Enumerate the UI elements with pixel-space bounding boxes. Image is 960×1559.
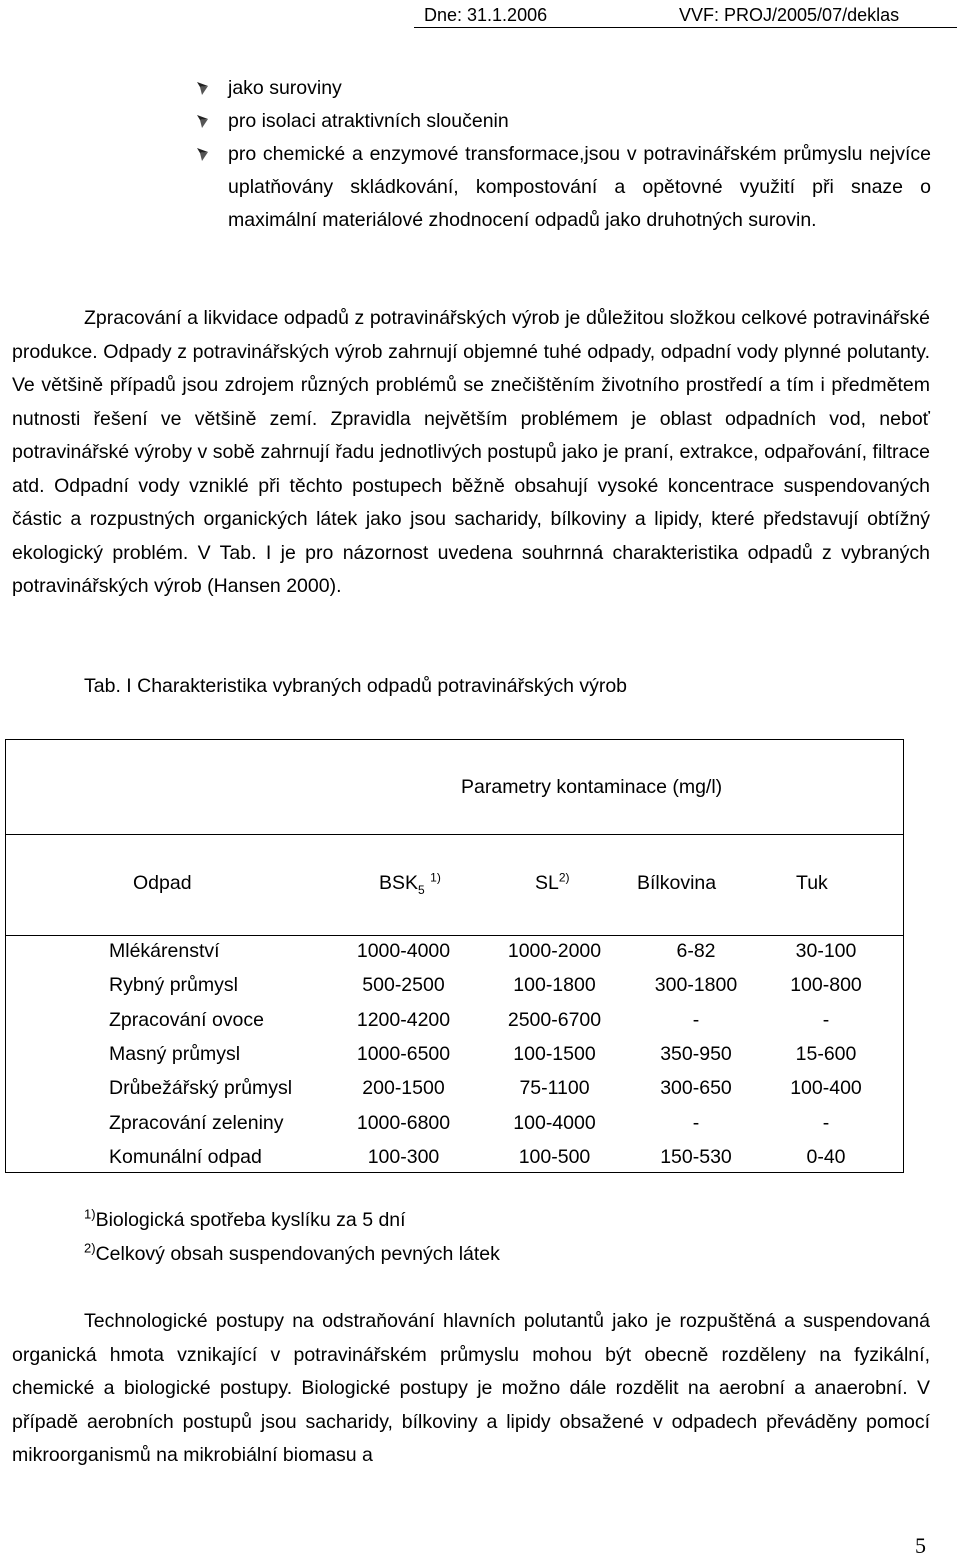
table-cell: 100-500 xyxy=(518,1145,591,1168)
group-header: Parametry kontaminace (mg/l) xyxy=(461,776,723,798)
list-item xyxy=(196,105,931,138)
page-number: 5 xyxy=(915,1533,926,1558)
table-cell: 100-4000 xyxy=(513,1111,596,1134)
table-cell: 75-1100 xyxy=(519,1077,590,1100)
table-cell: 30-100 xyxy=(795,940,857,962)
table-cell: 100-800 xyxy=(790,974,862,997)
footnote-2: $^{2)}$Celkový obsah suspendovaných pevných látek xyxy=(84,1240,500,1265)
table-cell: - xyxy=(822,1111,830,1134)
column-header-fat: Tuk xyxy=(796,872,828,894)
list-item xyxy=(196,72,931,105)
list-item xyxy=(196,138,931,237)
bullet-icon xyxy=(196,146,210,162)
table-cell: 150-530 xyxy=(660,1145,732,1168)
row-label: Zpracování zeleniny xyxy=(109,1111,284,1134)
table-cell: 1000-2000 xyxy=(507,940,602,962)
table-cell: - xyxy=(692,1008,700,1031)
table-cell: 1000-6500 xyxy=(356,1042,451,1065)
table-cell: 1200-4200 xyxy=(356,1008,451,1031)
table-cell: 0-40 xyxy=(806,1145,846,1168)
column-header-waste: Odpad xyxy=(133,872,192,894)
bullet-list xyxy=(196,72,931,237)
table-divider xyxy=(6,834,903,835)
table-cell: 1000-4000 xyxy=(356,940,451,962)
table-cell: 6-82 xyxy=(676,940,716,962)
row-label: Masný průmysl xyxy=(109,1042,241,1065)
column-header-protein: Bílkovina xyxy=(637,872,717,894)
bullet-icon xyxy=(196,80,210,96)
row-label: Rybný průmysl xyxy=(109,974,238,997)
table-caption: Tab. I Charakteristika vybraných odpadů potravinářských výrob xyxy=(84,675,628,697)
bullet-text: jako suroviny xyxy=(228,77,342,99)
table-cell: 100-400 xyxy=(790,1077,862,1100)
header-date: Dne: 31.1.2006 xyxy=(424,5,548,25)
row-label: Mlékárenství xyxy=(109,940,220,962)
table-cell: - xyxy=(822,1008,830,1031)
table-cell: 1000-6800 xyxy=(356,1111,451,1134)
bullet-icon xyxy=(196,113,210,129)
row-label: Komunální odpad xyxy=(109,1145,262,1168)
footnote-1: $^{1)}$Biologická spotřeba kyslíku za 5 dní xyxy=(84,1206,406,1231)
row-label: Drůbežářský průmysl xyxy=(109,1077,293,1100)
row-label: Zpracování ovoce xyxy=(109,1008,265,1031)
paragraph-technology: Technologické postupy na odstraňování hlavních polutantů jako je rozpuštěná a suspendovaná organická hmota vznikající v potravinářském průmyslu mohou být obecně rozděleny na fyzikální, chemické a biologické postupy. Biologické postupy je možno dále rozdělit na aerobní a anaerobní. V případě aerobních postupů jsou sacharidy, bílkoviny a lipidy obsažené v odpadech převáděny pomocí mikroorganismů na mikrobiální biomasu a xyxy=(12,1310,930,1466)
table-cell: 500-2500 xyxy=(362,974,445,997)
table-cell: 100-1800 xyxy=(513,974,596,997)
column-header-bsk: $BSK_5$ $^{1)}$ xyxy=(379,870,441,897)
table-cell: 300-650 xyxy=(660,1077,732,1100)
table-cell: 350-950 xyxy=(660,1042,732,1065)
table-cell: - xyxy=(692,1111,700,1134)
waste-characteristics-table xyxy=(5,739,904,1173)
bullet-text: pro isolaci atraktivních sloučenin xyxy=(228,110,509,132)
bullet-text: pro chemické a enzymové transformace,jsou v potravinářském průmyslu nejvíce uplatňovány skládkování, kompostování a opětovné využití při snaze o maximální materiálové zhodnocení odpadů jako druhotných surovin. xyxy=(228,143,931,231)
table-cell: 200-1500 xyxy=(362,1077,445,1100)
table-cell: 15-600 xyxy=(795,1042,857,1065)
table-cell: 300-1800 xyxy=(654,974,738,997)
table-divider xyxy=(6,935,903,936)
table-cell: 2500-6700 xyxy=(507,1008,602,1031)
paragraph-waste-processing: Zpracování a likvidace odpadů z potravinářských výrob je důležitou složkou celkové potravinářské produkce. Odpady z potravinářských výrob zahrnují objemné tuhé odpady, odpadní vody plynné polutanty. Ve většině případů jsou zdrojem různých problémů se znečištěním životního prostředí a tím i předmětem nutnosti řešení ve většině zemí. Zpravidla největším problémem je oblast odpadních vod, neboť potravinářské výroby v sobě zahrnují řadu jednotlivých postupů jako je praní, extrakce, odpařování, filtrace atd. Odpadní vody vzniklé při těchto postupech běžně obsahují vysoké koncentrace suspendovaných částic a rozpustných organických látek jako jsou sacharidy, bílkoviny a lipidy, které představují obtížný ekologický problém. V Tab. I je pro názornost uvedena souhrnná charakteristika odpadů z vybraných potravinářských výrob (Hansen 2000). xyxy=(12,307,930,597)
table-cell: 100-1500 xyxy=(513,1042,596,1065)
column-header-sl: SL$^{2)}$ xyxy=(535,870,570,894)
table-cell: 100-300 xyxy=(367,1145,440,1168)
page-header xyxy=(414,3,957,28)
header-reference: VVF: PROJ/2005/07/deklas xyxy=(679,5,900,25)
